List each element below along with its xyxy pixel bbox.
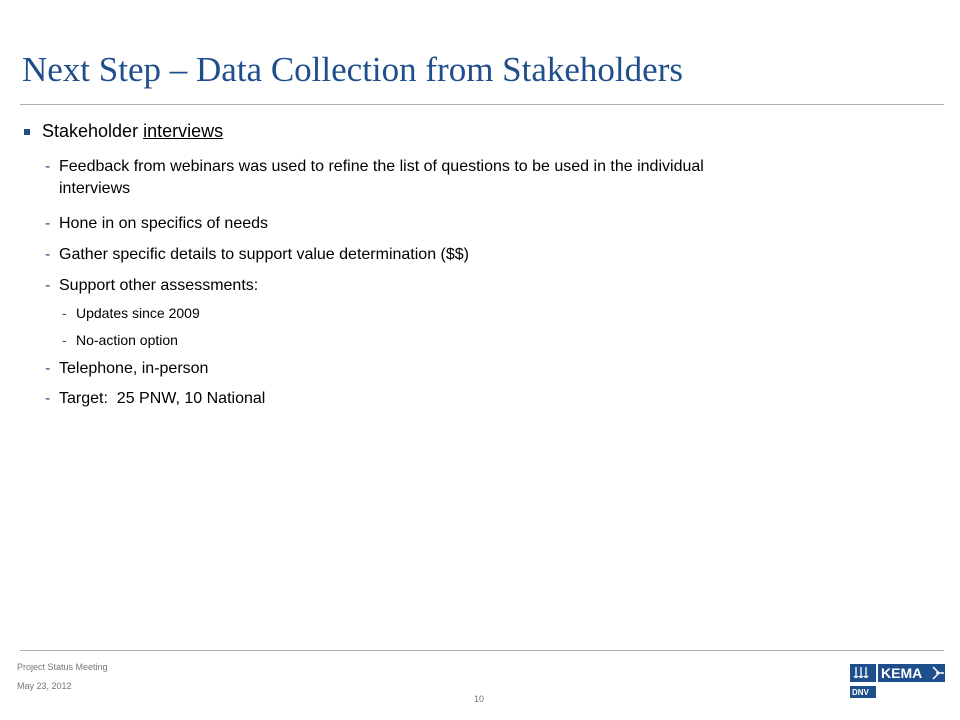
list-item (45, 156, 925, 200)
kema-wordmark: KEMA (881, 665, 923, 681)
square-bullet-icon (24, 129, 30, 135)
list-item-text-continued: interviews (59, 180, 131, 197)
dash-bullet-icon: - (45, 360, 51, 377)
title-divider (20, 104, 944, 105)
dash-bullet-icon: - (45, 390, 51, 407)
dash-bullet-icon: - (45, 158, 51, 175)
sub-list-item-text: Updates since 2009 (76, 305, 200, 321)
footer-date: May 23, 2012 (17, 681, 72, 691)
list-item (45, 244, 925, 266)
dash-bullet-icon: - (45, 277, 51, 294)
list-item-text: Support other assessments: (59, 277, 259, 294)
list-item (45, 213, 925, 235)
list-item-text: Feedback from webinars was used to refine the list of questions to be used in the individual (59, 158, 704, 175)
footer-divider (20, 650, 944, 651)
dash-bullet-icon: - (62, 305, 67, 321)
list-item-text: Hone in on specifics of needs (59, 215, 269, 232)
list-item-text: Telephone, in-person (59, 360, 209, 377)
list-item (45, 275, 925, 297)
list-item (45, 358, 925, 380)
list-item-text: Gather specific details to support value determination ($$) (59, 246, 469, 263)
sub-list-item (62, 330, 178, 350)
dash-bullet-icon: - (45, 246, 51, 263)
main-bullet (24, 121, 223, 142)
list-item (45, 388, 925, 410)
main-bullet-underlined: interviews (143, 121, 224, 141)
sub-list-item (62, 303, 200, 323)
dnv-anchor-icon (850, 664, 876, 682)
page-number: 10 (474, 694, 485, 704)
sub-list-item-text: No-action option (76, 332, 178, 348)
footer-meeting: Project Status Meeting (17, 662, 108, 672)
kema-dnv-logo (850, 662, 945, 700)
list-item-text: Target: 25 PNW, 10 National (59, 390, 266, 407)
slide-title: Next Step – Data Collection from Stakeholders (22, 50, 683, 89)
dash-bullet-icon: - (45, 215, 51, 232)
dash-bullet-icon: - (62, 332, 67, 348)
dnv-wordmark: DNV (852, 688, 869, 697)
main-bullet-prefix: Stakeholder (42, 121, 144, 141)
